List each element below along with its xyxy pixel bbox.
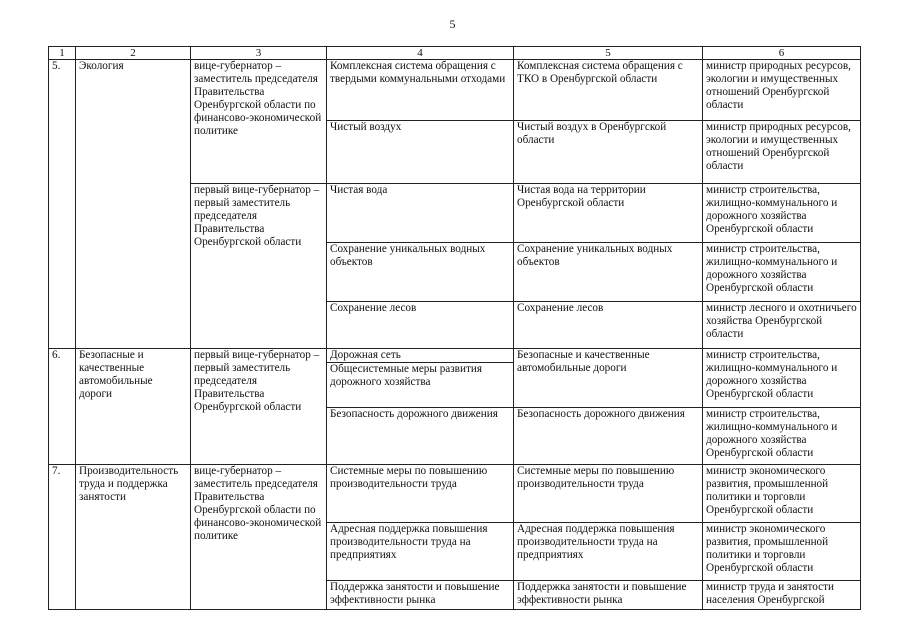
responsible-cell: министр строительства, жилищно-коммунального и дорожного хозяйства Оренбургской области: [703, 184, 861, 243]
regional-project-cell: Чистый воздух в Оренбургской области: [514, 121, 703, 184]
area-cell: Безопасные и качественные автомобильные дороги: [76, 349, 191, 465]
column-number: 1: [49, 47, 76, 60]
regional-project-cell: Сохранение лесов: [514, 302, 703, 349]
row-number: 7.: [49, 465, 76, 610]
responsible-cell: министр строительства, жилищно-коммунального и дорожного хозяйства Оренбургской области: [703, 243, 861, 302]
table-row: [49, 465, 861, 523]
responsible-cell: министр лесного и охотничьего хозяйства Оренбургской области: [703, 302, 861, 349]
responsible-cell: министр труда и занятости населения Оренбургской: [703, 581, 861, 610]
row-number: 5.: [49, 60, 76, 349]
column-number: 2: [76, 47, 191, 60]
curator-cell: первый вице-губернатор – первый заместитель председателя Правительства Оренбургской области: [191, 349, 327, 465]
projects-table: [48, 46, 861, 610]
curator-cell: первый вице-губернатор – первый заместитель председателя Правительства Оренбургской области: [191, 184, 327, 349]
table-row: [49, 60, 861, 121]
regional-project-cell: Системные меры по повышению производительности труда: [514, 465, 703, 523]
federal-project-cell: Адресная поддержка повышения производительности труда на предприятиях: [327, 523, 514, 581]
regional-project-cell: Сохранение уникальных водных объектов: [514, 243, 703, 302]
regional-project-cell: Поддержка занятости и повышение эффективности рынка: [514, 581, 703, 610]
area-cell: Производительность труда и поддержка занятости: [76, 465, 191, 610]
responsible-cell: министр природных ресурсов, экологии и имущественных отношений Оренбургской области: [703, 121, 861, 184]
page-number: 5: [449, 17, 456, 31]
column-number: 4: [327, 47, 514, 60]
federal-project-cell: Сохранение лесов: [327, 302, 514, 349]
column-numbers-row: [49, 47, 861, 60]
responsible-cell: министр природных ресурсов, экологии и имущественных отношений Оренбургской области: [703, 60, 861, 121]
federal-project-cell: Комплексная система обращения с твердыми коммунальными отходами: [327, 60, 514, 121]
responsible-cell: министр строительства, жилищно-коммунального и дорожного хозяйства Оренбургской области: [703, 349, 861, 408]
federal-project-cell: Поддержка занятости и повышение эффективности рынка: [327, 581, 514, 610]
regional-project-cell: Чистая вода на территории Оренбургской области: [514, 184, 703, 243]
federal-project-cell: Безопасность дорожного движения: [327, 408, 514, 465]
regional-project-cell: Адресная поддержка повышения производительности труда на предприятиях: [514, 523, 703, 581]
regional-project-cell: Комплексная система обращения с ТКО в Оренбургской области: [514, 60, 703, 121]
responsible-cell: министр экономического развития, промышленной политики и торговли Оренбургской области: [703, 465, 861, 523]
federal-project-cell: Сохранение уникальных водных объектов: [327, 243, 514, 302]
responsible-cell: министр экономического развития, промышленной политики и торговли Оренбургской области: [703, 523, 861, 581]
responsible-cell: министр строительства, жилищно-коммунального и дорожного хозяйства Оренбургской области: [703, 408, 861, 465]
regional-project-cell: Безопасность дорожного движения: [514, 408, 703, 465]
federal-project-cell: Чистый воздух: [327, 121, 514, 184]
column-number: 6: [703, 47, 861, 60]
curator-cell: вице-губернатор – заместитель председателя Правительства Оренбургской области по финансово-экономической политике: [191, 60, 327, 184]
curator-cell: вице-губернатор – заместитель председателя Правительства Оренбургской области по финансово-экономической политике: [191, 465, 327, 610]
column-number: 5: [514, 47, 703, 60]
federal-project-cell: Системные меры по повышению производительности труда: [327, 465, 514, 523]
federal-project-subcell: Дорожная сеть: [327, 349, 513, 363]
area-cell: Экология: [76, 60, 191, 349]
federal-project-cell: Чистая вода: [327, 184, 514, 243]
regional-project-cell: Безопасные и качественные автомобильные дороги: [514, 349, 703, 408]
federal-project-cell: [327, 349, 514, 408]
federal-project-subcell: Общесистемные меры развития дорожного хозяйства: [330, 363, 482, 388]
row-number: 6.: [49, 349, 76, 465]
table-row: [49, 349, 861, 408]
column-number: 3: [191, 47, 327, 60]
